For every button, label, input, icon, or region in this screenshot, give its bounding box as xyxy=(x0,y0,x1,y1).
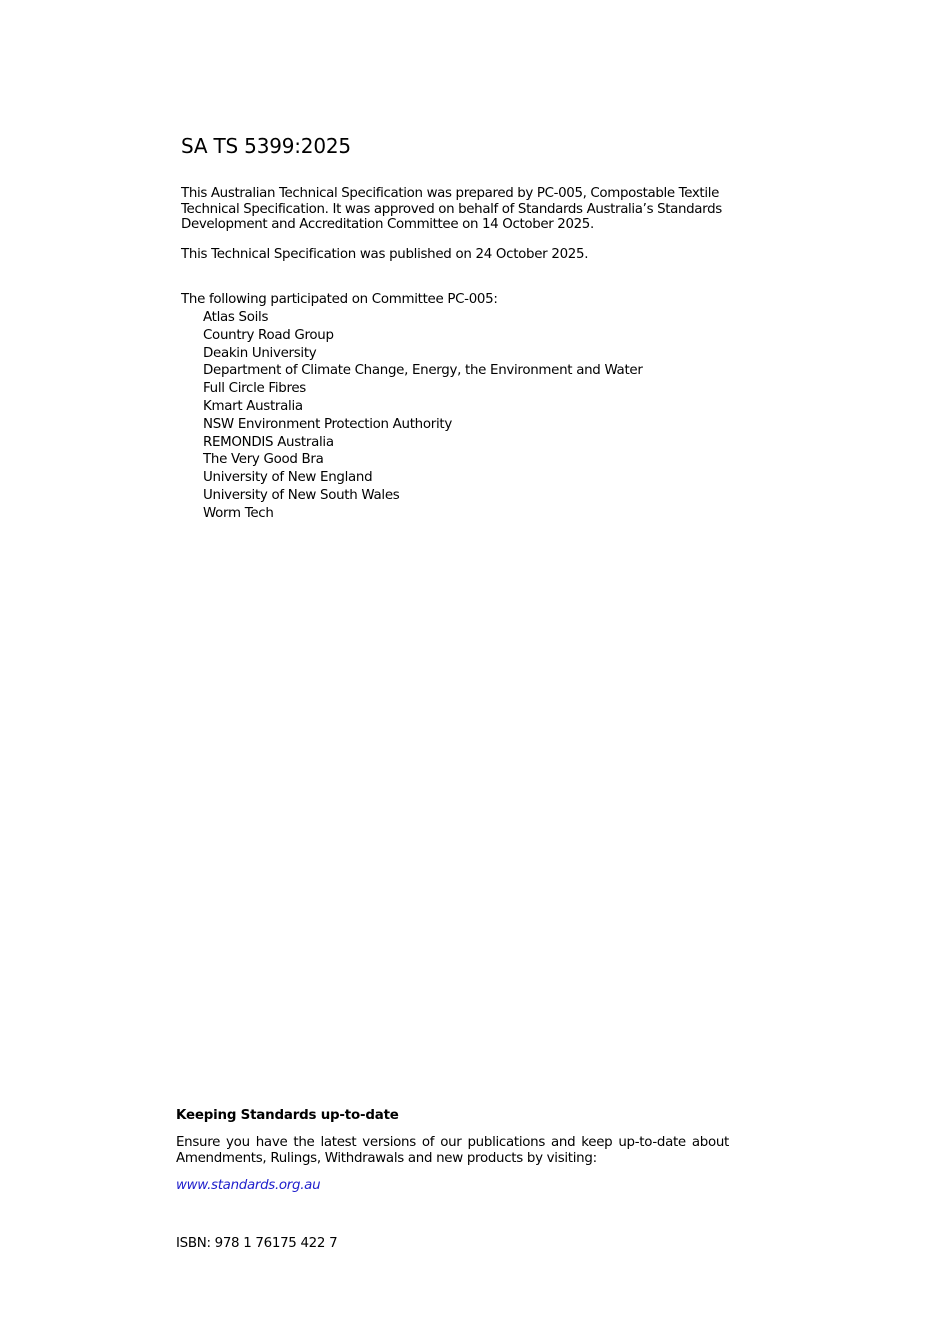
standards-website-link[interactable]: www.standards.org.au xyxy=(176,1178,321,1193)
committee-intro: The following participated on Committee PC-005: xyxy=(181,292,498,307)
preparation-paragraph: This Australian Technical Specification was prepared by PC-005, Compostable Textile Technical Specification. It was approved on behalf of Standards Australia’s Standards Development and Accreditation Committee on 14 October 2025. xyxy=(181,186,722,233)
committee-member: Worm Tech xyxy=(203,505,274,521)
keeping-up-to-date-text: Ensure you have the latest versions of our publications and keep up-to-date about Amendments, Rulings, Withdrawals and new products by visiting: xyxy=(176,1135,729,1166)
committee-member: Full Circle Fibres xyxy=(203,381,306,397)
page-title: SA TS 5399:2025 xyxy=(181,134,351,158)
committee-member: Deakin University xyxy=(203,345,317,361)
committee-member: Kmart Australia xyxy=(203,398,303,414)
committee-member: REMONDIS Australia xyxy=(203,434,334,450)
committee-member: Department of Climate Change, Energy, the Environment and Water xyxy=(203,363,643,379)
committee-member: University of New England xyxy=(203,470,373,486)
isbn: ISBN: 978 1 76175 422 7 xyxy=(176,1236,338,1251)
keeping-up-to-date-heading: Keeping Standards up-to-date xyxy=(176,1108,399,1123)
committee-member: Country Road Group xyxy=(203,327,334,343)
committee-member: The Very Good Bra xyxy=(203,452,324,468)
committee-member: University of New South Wales xyxy=(203,487,400,503)
committee-member-list xyxy=(203,309,643,523)
committee-member: NSW Environment Protection Authority xyxy=(203,416,452,432)
committee-member: Atlas Soils xyxy=(203,310,269,325)
publication-paragraph: This Technical Specification was published on 24 October 2025. xyxy=(181,247,589,262)
